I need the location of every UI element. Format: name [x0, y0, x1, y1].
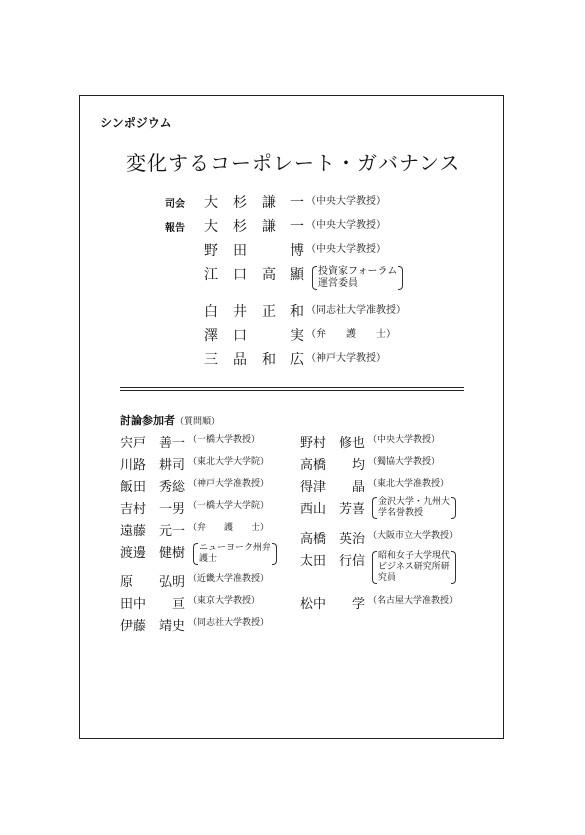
- speaker-affiliation: （中央大学教授）: [306, 220, 386, 231]
- divider-rule: [120, 390, 464, 391]
- speaker-affiliation: （同志社大学准教授）: [306, 305, 406, 316]
- section-kicker: シンポジウム: [100, 116, 172, 130]
- speaker-affiliation: 投資家フォーラム 運営委員: [318, 266, 397, 290]
- discussion-heading: 討論参加者（質問順）: [120, 414, 221, 427]
- speaker-affiliation: （中央大学教授）: [306, 244, 386, 255]
- speaker-affiliation: （神戸大学教授）: [306, 353, 386, 364]
- speaker-affiliation: （中央大学教授）: [306, 196, 386, 207]
- divider-rule: [120, 387, 464, 388]
- role-reporter: 報告: [165, 223, 185, 234]
- role-moderator: 司会: [165, 199, 185, 210]
- page-title: 変化するコーポレート・ガバナンス: [126, 151, 461, 175]
- speaker-affiliation: （弁 護 士）: [306, 329, 396, 340]
